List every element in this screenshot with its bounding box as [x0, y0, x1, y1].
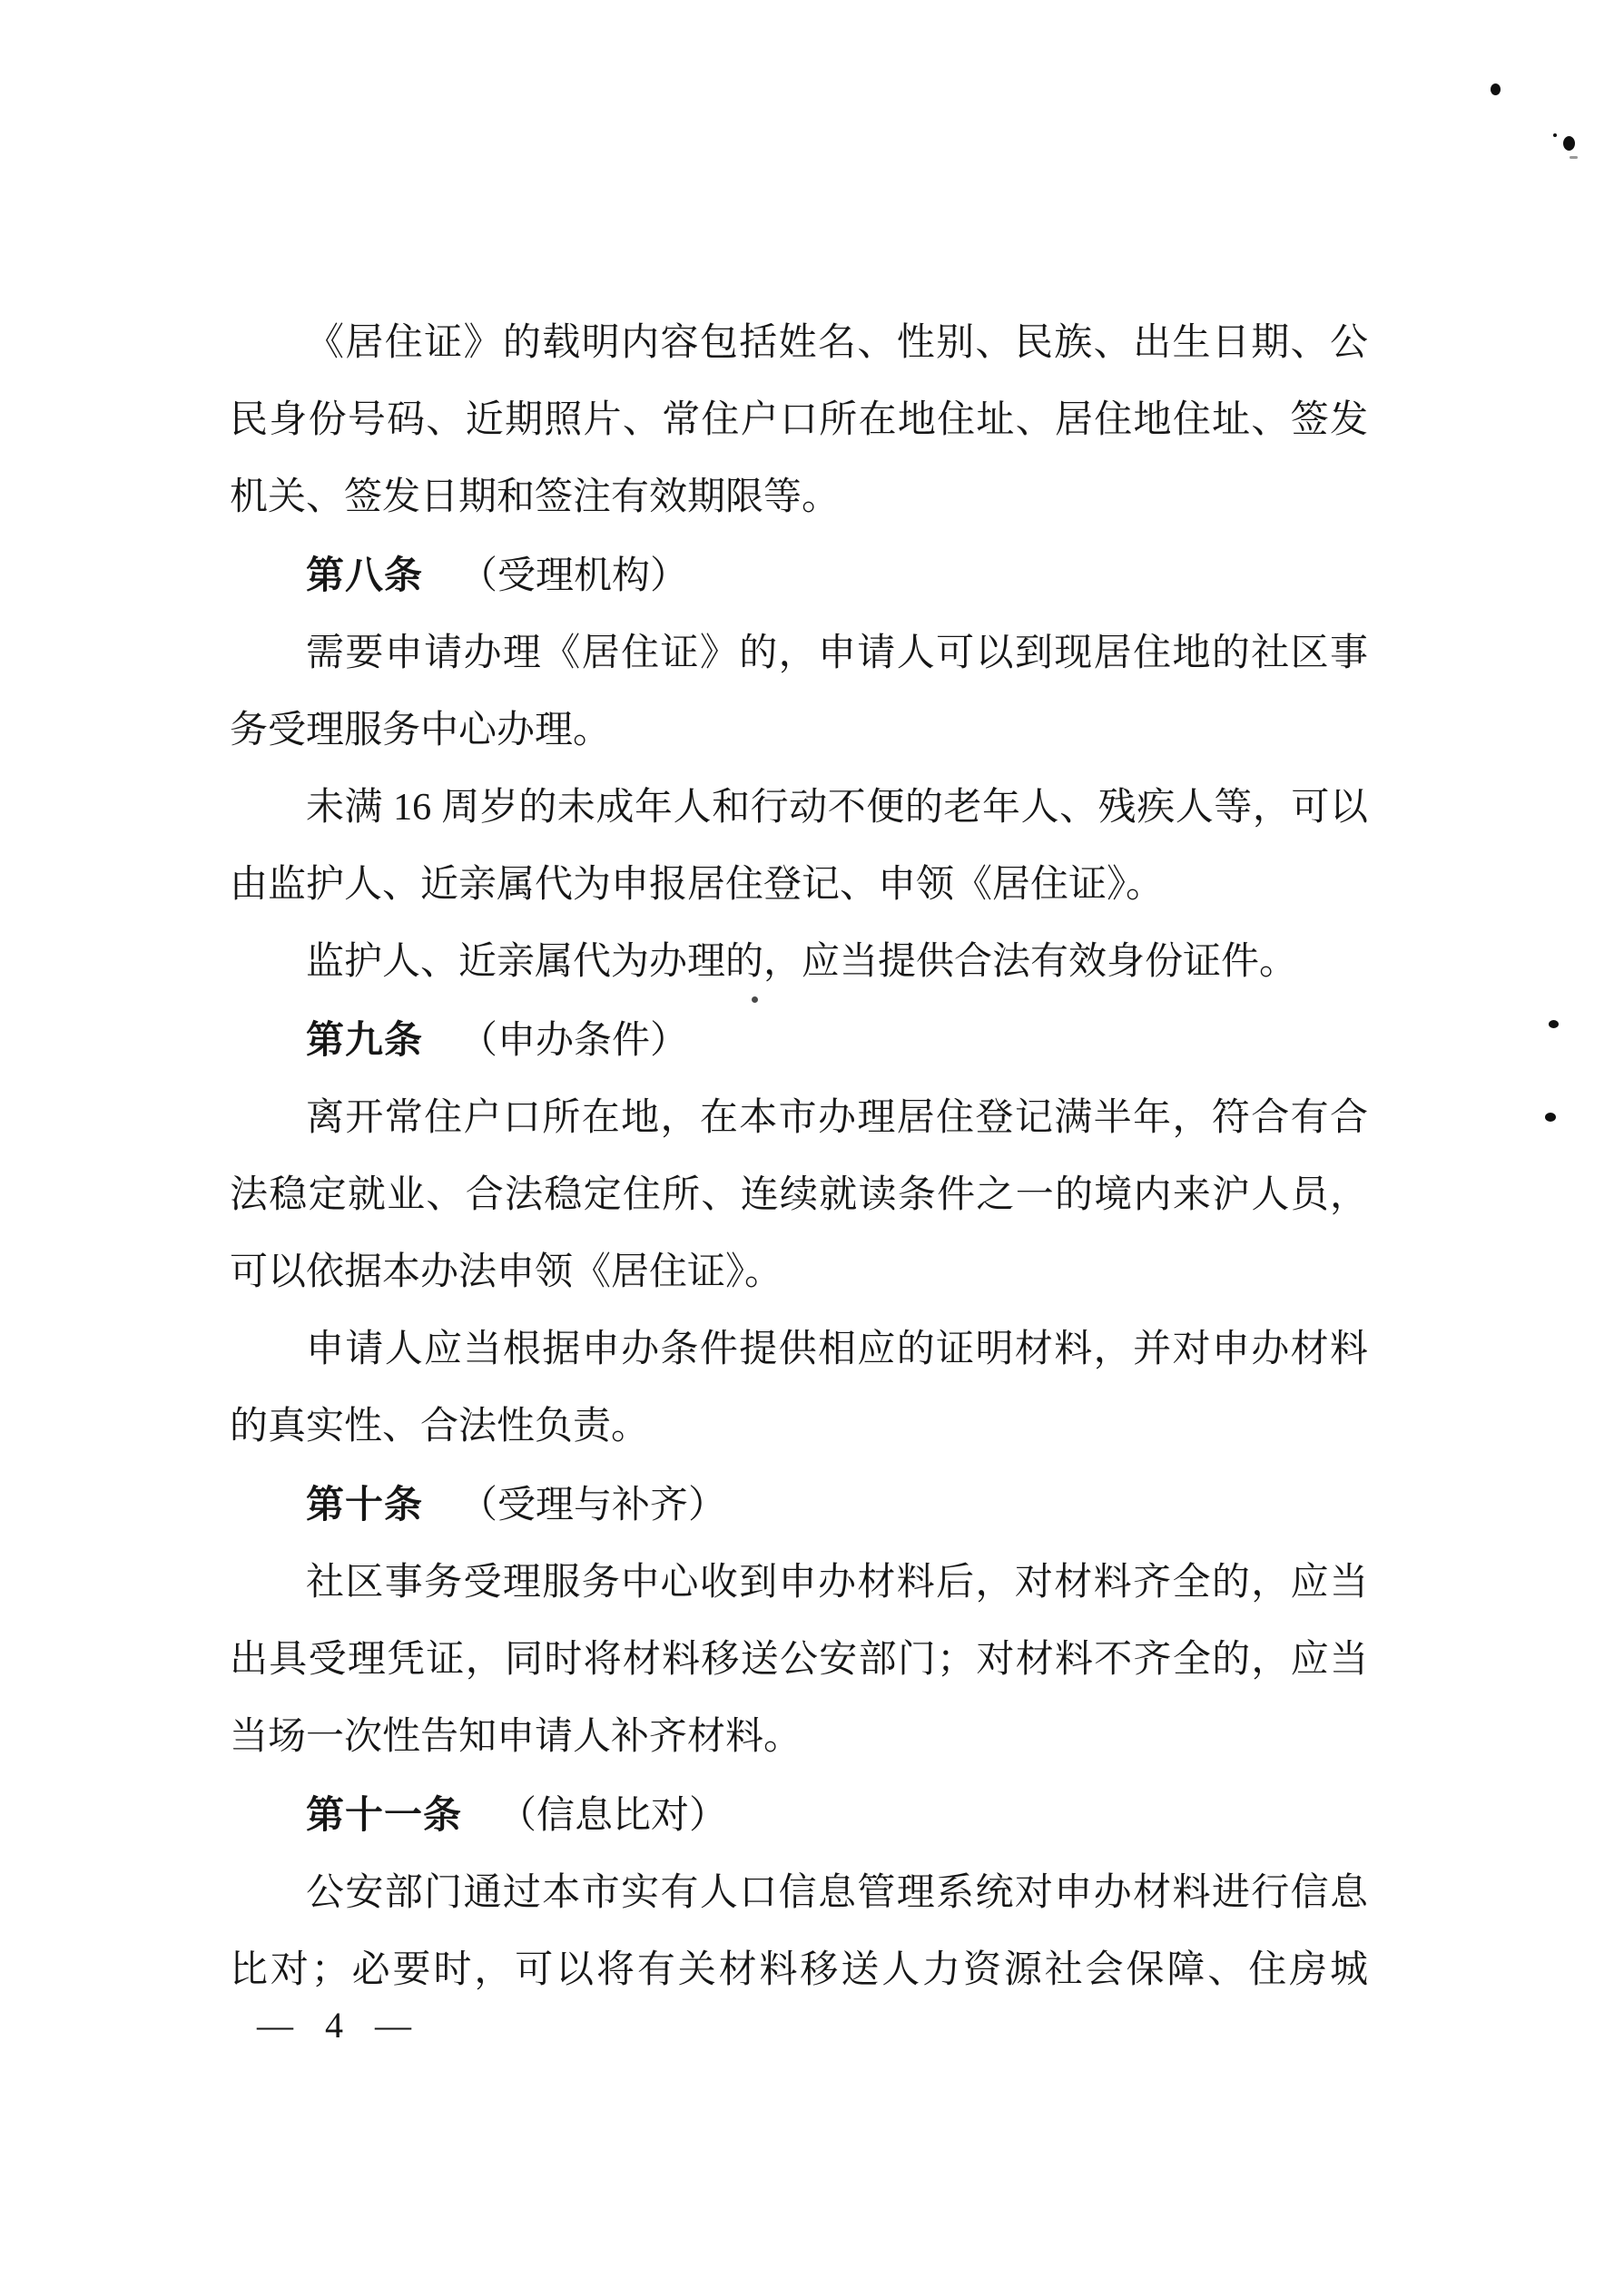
scan-speck	[1491, 83, 1501, 95]
article-heading-8	[230, 536, 1368, 615]
article-heading-10	[230, 1466, 1368, 1545]
article-title: （信息比对）	[498, 1795, 728, 1837]
article-title: （申办条件）	[459, 1020, 689, 1062]
scan-speck	[1545, 1113, 1556, 1122]
paragraph-where-to-apply: 需要申请办理《居住证》的，申请人可以到现居住地的社区事务受理服务中心办理。	[230, 633, 1368, 751]
scan-speck	[1570, 156, 1578, 159]
footer-dash-right: —	[375, 2005, 411, 2046]
paragraph-applicant-materials: 申请人应当根据申办条件提供相应的证明材料，并对申办材料的真实性、合法性负责。	[230, 1329, 1368, 1447]
scan-speck	[1549, 1020, 1559, 1028]
paragraph-info-comparison: 公安部门通过本市实有人口信息管理系统对申办材料进行信息比对；必要时，可以将有关材料移送人力资源社会保障、住房城	[230, 1872, 1368, 1991]
article-heading-9	[230, 1001, 1368, 1080]
article-number: 第九条	[306, 1018, 424, 1061]
paragraph-acceptance-process: 社区事务受理服务中心收到申办材料后，对材料齐全的，应当出具受理凭证，同时将材料移送公安部门；对材料不齐全的，应当当场一次性告知申请人补齐材料。	[230, 1562, 1368, 1758]
paragraph-eligibility: 离开常住户口所在地，在本市办理居住登记满半年，符合有合法稳定就业、合法稳定住所、连续就读条件之一的境内来沪人员，可以依据本办法申领《居住证》。	[230, 1097, 1368, 1293]
paragraph-guardian-id: 监护人、近亲属代为办理的，应当提供合法有效身份证件。	[306, 941, 1298, 983]
scan-speck	[1553, 133, 1557, 137]
article-heading-11	[230, 1776, 1368, 1855]
article-title: （受理机构）	[459, 555, 689, 597]
page-number: 4	[325, 2005, 343, 2046]
scan-speck	[1563, 136, 1575, 151]
paragraph-minors-elderly: 未满 16 周岁的未成年人和行动不便的老年人、残疾人等，可以由监护人、近亲属代为申报居住登记、申领《居住证》。	[230, 787, 1368, 906]
article-number: 第八条	[306, 554, 424, 596]
page-footer	[257, 2000, 411, 2051]
document-body	[230, 305, 1368, 2009]
article-title: （受理与补齐）	[459, 1485, 727, 1526]
footer-dash-left: —	[257, 2005, 293, 2046]
article-number: 第十一条	[306, 1793, 463, 1836]
paragraph-card-contents: 《居住证》的载明内容包括姓名、性别、民族、出生日期、公民身份号码、近期照片、常住户口所在地住址、居住地住址、签发机关、签发日期和签注有效期限等。	[230, 322, 1368, 518]
article-number: 第十条	[306, 1483, 424, 1526]
